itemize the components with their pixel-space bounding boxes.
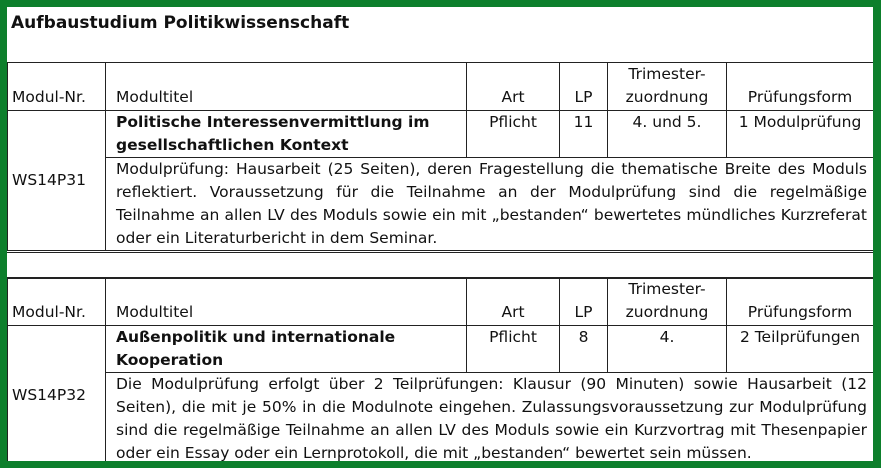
title-row [7, 7, 873, 63]
module-art: Pflicht [467, 326, 560, 373]
module-row [8, 326, 874, 373]
module-number: WS14P32 [8, 326, 106, 462]
header-modultitel: Modultitel [106, 278, 467, 326]
module-pruefungsform: 2 Teilprüfungen [727, 326, 874, 373]
module-description: Modulprüfung: Hausarbeit (25 Seiten), deren Fragestellung die thematische Breite des Moduls reflektiert. Voraussetzung für die Teilnahme an der Modulprüfung sind die regelmäßige Teilnahme an allen LV des Moduls sowie ein mit „bestanden“ bewertetes mündliches Kurzreferat oder ein Literaturbericht in dem Seminar. [106, 158, 874, 251]
module-trimester: 4. und 5. [608, 111, 727, 158]
header-pruefungsform: Prüfungsform [727, 63, 874, 111]
header-modultitel: Modultitel [106, 63, 467, 111]
module-description: Die Modulprüfung erfolgt über 2 Teilprüfungen: Klausur (90 Minuten) sowie Hausarbeit (12 Seiten), die mit je 50% in die Modulnote eingehen. Zulassungsvoraussetzung zur Modulprüfung sind die regelmäßige Teilnahme an allen LV des Moduls sowie ein Kurzvortrag mit Thesenpapier oder ein Essay oder ein Lernprotokoll, die mit „bestanden“ bewertet sein müssen. [106, 373, 874, 462]
module-pruefungsform: 1 Modulprüfung [727, 111, 874, 158]
header-trimester-line1: Trimester- [628, 280, 706, 298]
header-modul-nr: Modul-Nr. [8, 278, 106, 326]
header-art: Art [467, 278, 560, 326]
module-lp: 8 [560, 326, 608, 373]
module-lp: 11 [560, 111, 608, 158]
module-description-row [8, 158, 874, 251]
header-trimester [608, 278, 727, 326]
header-art: Art [467, 63, 560, 111]
module-trimester: 4. [608, 326, 727, 373]
document-page [7, 7, 873, 461]
header-lp: LP [560, 278, 608, 326]
header-lp: LP [560, 63, 608, 111]
header-trimester-line2: zuordnung [625, 303, 709, 321]
header-row [8, 278, 874, 326]
header-pruefungsform: Prüfungsform [727, 278, 874, 326]
header-trimester-line1: Trimester- [628, 65, 706, 83]
module-table-2 [7, 277, 873, 461]
header-row [8, 63, 874, 111]
module-title: Außenpolitik und internationale Kooperation [106, 326, 467, 373]
module-number: WS14P31 [8, 111, 106, 251]
module-art: Pflicht [467, 111, 560, 158]
header-trimester-line2: zuordnung [625, 88, 709, 106]
module-title: Politische Interessenvermittlung im gesellschaftlichen Kontext [106, 111, 467, 158]
spacer-row [7, 252, 873, 279]
page-title: Aufbaustudium Politikwissenschaft [11, 13, 350, 33]
module-row [8, 111, 874, 158]
module-description-row [8, 373, 874, 462]
header-trimester [608, 63, 727, 111]
module-table-1 [7, 62, 873, 251]
header-modul-nr: Modul-Nr. [8, 63, 106, 111]
